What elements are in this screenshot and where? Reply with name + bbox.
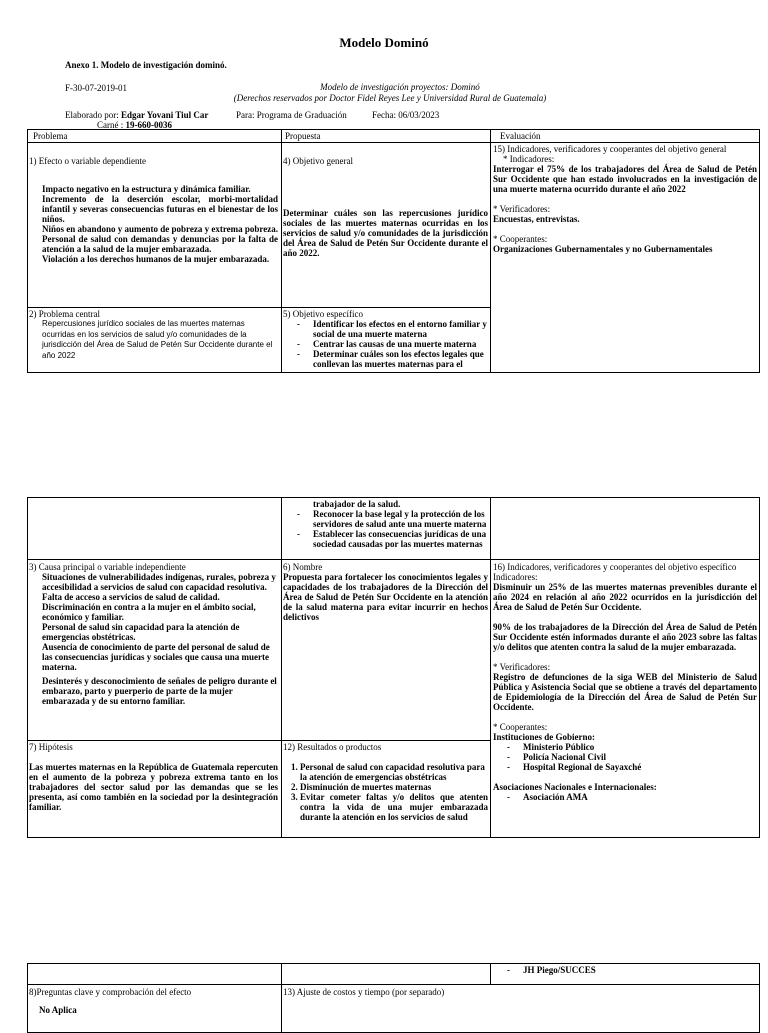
- model-line-1: Modelo de investigación proyectos: Dominó: [320, 82, 480, 92]
- header-propuesta: Propuesta: [285, 131, 321, 141]
- carnet-value: 19-660-0036: [125, 120, 172, 130]
- cell-objetivo-especifico-cont: [283, 499, 488, 549]
- causa-principal-title: 3) Causa principal o variable independiente: [29, 562, 186, 572]
- cell-efecto: [29, 156, 278, 264]
- row-divider-4: [27, 984, 760, 985]
- cell-causa-principal: [29, 562, 278, 706]
- cell-objetivo-especifico: [283, 309, 488, 369]
- cell-efecto-title: 1) Efecto o variable dependiente: [29, 156, 146, 166]
- column-divider-5: [281, 963, 282, 1033]
- para-label: Para: Programa de Graduación: [236, 110, 347, 120]
- objetivo-especifico-item: - Establecer las consecuencias jurídicas de una sociedad causadas por las muertes maternas: [283, 529, 488, 549]
- row-divider-1: [27, 307, 491, 308]
- page-title: Modelo Dominó: [339, 35, 429, 50]
- causa-line: Situaciones de vulnerabilidades indígenas, rurales, pobreza y accesibilidad a servicios de salud con capacidad resolutiva.: [42, 572, 276, 592]
- model-line-2: (Derechos reservados por Doctor Fidel Reyes Lee y Universidad Rural de Guatemala): [233, 93, 547, 103]
- indicadores-label: * Indicadores:: [503, 154, 555, 164]
- cell-ajuste-costos: [283, 987, 753, 997]
- header-problema: Problema: [33, 131, 68, 141]
- gobierno-item: - Hospital Regional de Sayaxché: [493, 762, 757, 772]
- cell-preguntas-clave: [29, 987, 278, 1015]
- carnet-label: Carné :: [97, 120, 124, 130]
- causa-line: Desinterés y desconocimiento de señales de peligro durante el embarazo, parto y puerperio de parte de la mujer embarazada y de su entorno familiar.: [42, 676, 277, 706]
- causa-principal-body: [29, 572, 278, 706]
- column-divider-2: [490, 129, 491, 373]
- cell-objetivo-general: [283, 156, 488, 258]
- causa-line: Personal de salud sin capacidad para la atención de emergencias obstétricas.: [42, 622, 240, 642]
- asociaciones-label: Asociaciones Nacionales e Internacionales:: [493, 782, 657, 792]
- column-divider-1: [281, 129, 282, 373]
- resultado-item: 2. Disminución de muertes maternas: [300, 782, 488, 792]
- prepared-by: [65, 110, 208, 120]
- gobierno-item: - Policía Nacional Civil: [493, 752, 757, 762]
- gobierno-item: - Ministerio Público: [493, 742, 757, 752]
- cell-resultados: [283, 742, 488, 822]
- verificadores-especifico-label: * Verificadores:: [493, 662, 551, 672]
- fecha-label: Fecha: 06/03/2023: [372, 110, 440, 120]
- objetivo-general-title: 4) Objetivo general: [283, 156, 353, 166]
- objetivo-especifico-cont-first: trabajador de la salud.: [313, 499, 401, 509]
- causa-line: Falta de acceso a servicios de salud de calidad.: [42, 592, 220, 602]
- indicadores-text: Interrogar el 75% de los trabajadores del Área de Salud de Petén Sur Occidente que han estado involucrados en la investigación de una muerte materna ocurrido durante el año 2022: [493, 164, 757, 194]
- ajuste-costos-title: 13) Ajuste de costos y tiempo (por separado): [283, 987, 445, 997]
- indicadores-especifico-label: Indicadores:: [493, 572, 538, 582]
- indicador-1: Disminuir un 25% de las muertes maternas prevenibles durante el año 2024 en relación al año 2022 ocurridos en la jurisdicción del Área de Salud de Petén Sur Occidente.: [493, 582, 757, 612]
- indicador-2: 90% de los trabajadores de la Dirección del Área de Salud de Petén Sur Occidente estén informados durante el año 2023 sobre las faltas y/o delitos que atenten contra la salud de la mujer embarazada.: [493, 622, 757, 652]
- annex-title: Modelo de investigación dominó.: [100, 60, 227, 70]
- objetivo-general-text: Determinar cuáles son las repercusiones jurídico sociales de las muertes maternas ocurridas en los servicios de salud y/o comunidades de la jurisdicción del Área de Salud de Petén Sur Occidente durante el año 2022.: [283, 208, 488, 258]
- hipotesis-text: Las muertes maternas en la República de Guatemala repercuten en el aumento de la pobreza y pobreza extrema tanto en los trabajadores del sector salud por las demandas que se les presenta, así como también en la sociedad por la desintegración familiar.: [29, 762, 278, 812]
- prepared-name: Edgar Yovani Tiul Car: [120, 110, 209, 120]
- cell-problema-central: [29, 309, 278, 361]
- column-divider-4: [490, 497, 491, 838]
- preguntas-clave-text: No Aplica: [39, 1005, 77, 1015]
- cooperantes-label: * Cooperantes:: [493, 234, 548, 244]
- cooperantes-especifico-label: * Cooperantes:: [493, 722, 548, 732]
- resultado-item: 3. Evitar cometer faltas y/o delitos que atenten contra la vida de una mujer embarazada durante la atención en los servicios de salud: [300, 792, 488, 822]
- column-divider-3: [281, 497, 282, 838]
- annex-label: Anexo 1.: [65, 60, 99, 70]
- cell-cooperantes-cont: [493, 965, 757, 975]
- asociacion-item: - JH Piego/SUCCES: [493, 965, 757, 975]
- objetivo-especifico-title: 5) Objetivo específico: [283, 309, 363, 319]
- objetivo-especifico-item: - Identificar los efectos en el entorno familiar y social de una muerte materna: [283, 319, 488, 339]
- objetivo-especifico-item: - Determinar cuáles son los efectos legales que conllevan las muertes maternas para el: [283, 349, 488, 369]
- header-evaluacion: Evaluación: [500, 131, 541, 141]
- objetivo-especifico-item: - Reconocer la base legal y la protección de los servidores de salud ante una muerte materna: [283, 509, 488, 529]
- cooperantes-text: Organizaciones Gubernamentales y no Gubernamentales: [493, 244, 713, 254]
- efecto-line: Impacto negativo en la estructura y dinámica familiar.: [42, 184, 251, 194]
- efecto-line: Incremento de la deserción escolar, morbi-mortalidad infantil y severas consecuencias futuras en el bienestar de los niños.: [42, 194, 278, 224]
- cell-efecto-body: [29, 184, 278, 264]
- cell-indicadores-especifico: [493, 562, 757, 802]
- row-divider-3: [27, 740, 491, 741]
- nombre-text: Propuesta para fortalecer los conocimientos legales y capacidades de los trabajadores de la Dirección del Área de Salud de Petén Sur Occidente en la atención de la salud materna para evitar incurrir en hechos delictivos: [283, 572, 488, 622]
- verificadores-label: * Verificadores:: [493, 204, 551, 214]
- resultados-title: 12) Resultados o productos: [283, 742, 382, 752]
- verificadores-especifico-text: Registro de defunciones de la siga WEB del Ministerio de Salud Pública y Asistencia Social que se obtiene a través del departamento de Epidemiología de la Dirección del Área de Salud de Petén Sur Occidente.: [493, 672, 757, 712]
- asociacion-item: - Asociación AMA: [493, 792, 757, 802]
- efecto-line: Violación a los derechos humanos de la mujer embarazada.: [42, 254, 270, 264]
- cell-hipotesis: [29, 742, 278, 812]
- preguntas-clave-title: 8)Preguntas clave y comprobación del efecto: [29, 987, 192, 997]
- efecto-line: Niños en abandono y aumento de pobreza y extrema pobreza.: [42, 224, 279, 234]
- resultado-item: 1. Personal de salud con capacidad resolutiva para la atención de emergencias obstétricas: [300, 762, 488, 782]
- indicadores-especifico-title: 16) Indicadores, verificadores y cooperantes del objetivo específico: [493, 562, 737, 572]
- objetivo-especifico-item: - Centrar las causas de una muerte materna: [283, 339, 488, 349]
- row-divider-2: [27, 559, 760, 560]
- header-divider: [27, 142, 760, 143]
- gobierno-label: Instituciones de Gobierno:: [493, 732, 596, 742]
- efecto-line: Personal de salud con demandas y denuncias por la falta de atención a la salud de la mujer embarazada.: [42, 234, 278, 254]
- verificadores-text: Encuestas, entrevistas.: [493, 214, 580, 224]
- nombre-title: 6) Nombre: [283, 562, 323, 572]
- problema-central-text: Repercusiones jurídico sociales de las muertes maternas ocurridas en los servicios de salud y/o comunidades de la jurisdicción del Área de Salud de Petén Sur Occidente durante el año 2022: [42, 319, 273, 360]
- hipotesis-title: 7) Hipótesis: [29, 742, 73, 752]
- annex-heading: [65, 60, 227, 70]
- indicadores-general-title: 15) Indicadores, verificadores y cooperantes del objetivo general: [493, 144, 727, 154]
- column-divider-6: [490, 963, 491, 985]
- cell-nombre: [283, 562, 488, 622]
- prepared-label: Elaborado por:: [65, 110, 119, 120]
- cell-indicadores-general: [493, 144, 757, 254]
- problema-central-title: 2) Problema central: [29, 309, 100, 319]
- causa-line: Discriminación en contra a la mujer en el ámbito social, económico y familiar.: [42, 602, 256, 622]
- form-code: F-30-07-2019-01: [65, 83, 127, 93]
- causa-line: Ausencia de conocimiento de parte del personal de salud de las consecuencias jurídicas y sociales que causa una muerte materna.: [42, 642, 270, 672]
